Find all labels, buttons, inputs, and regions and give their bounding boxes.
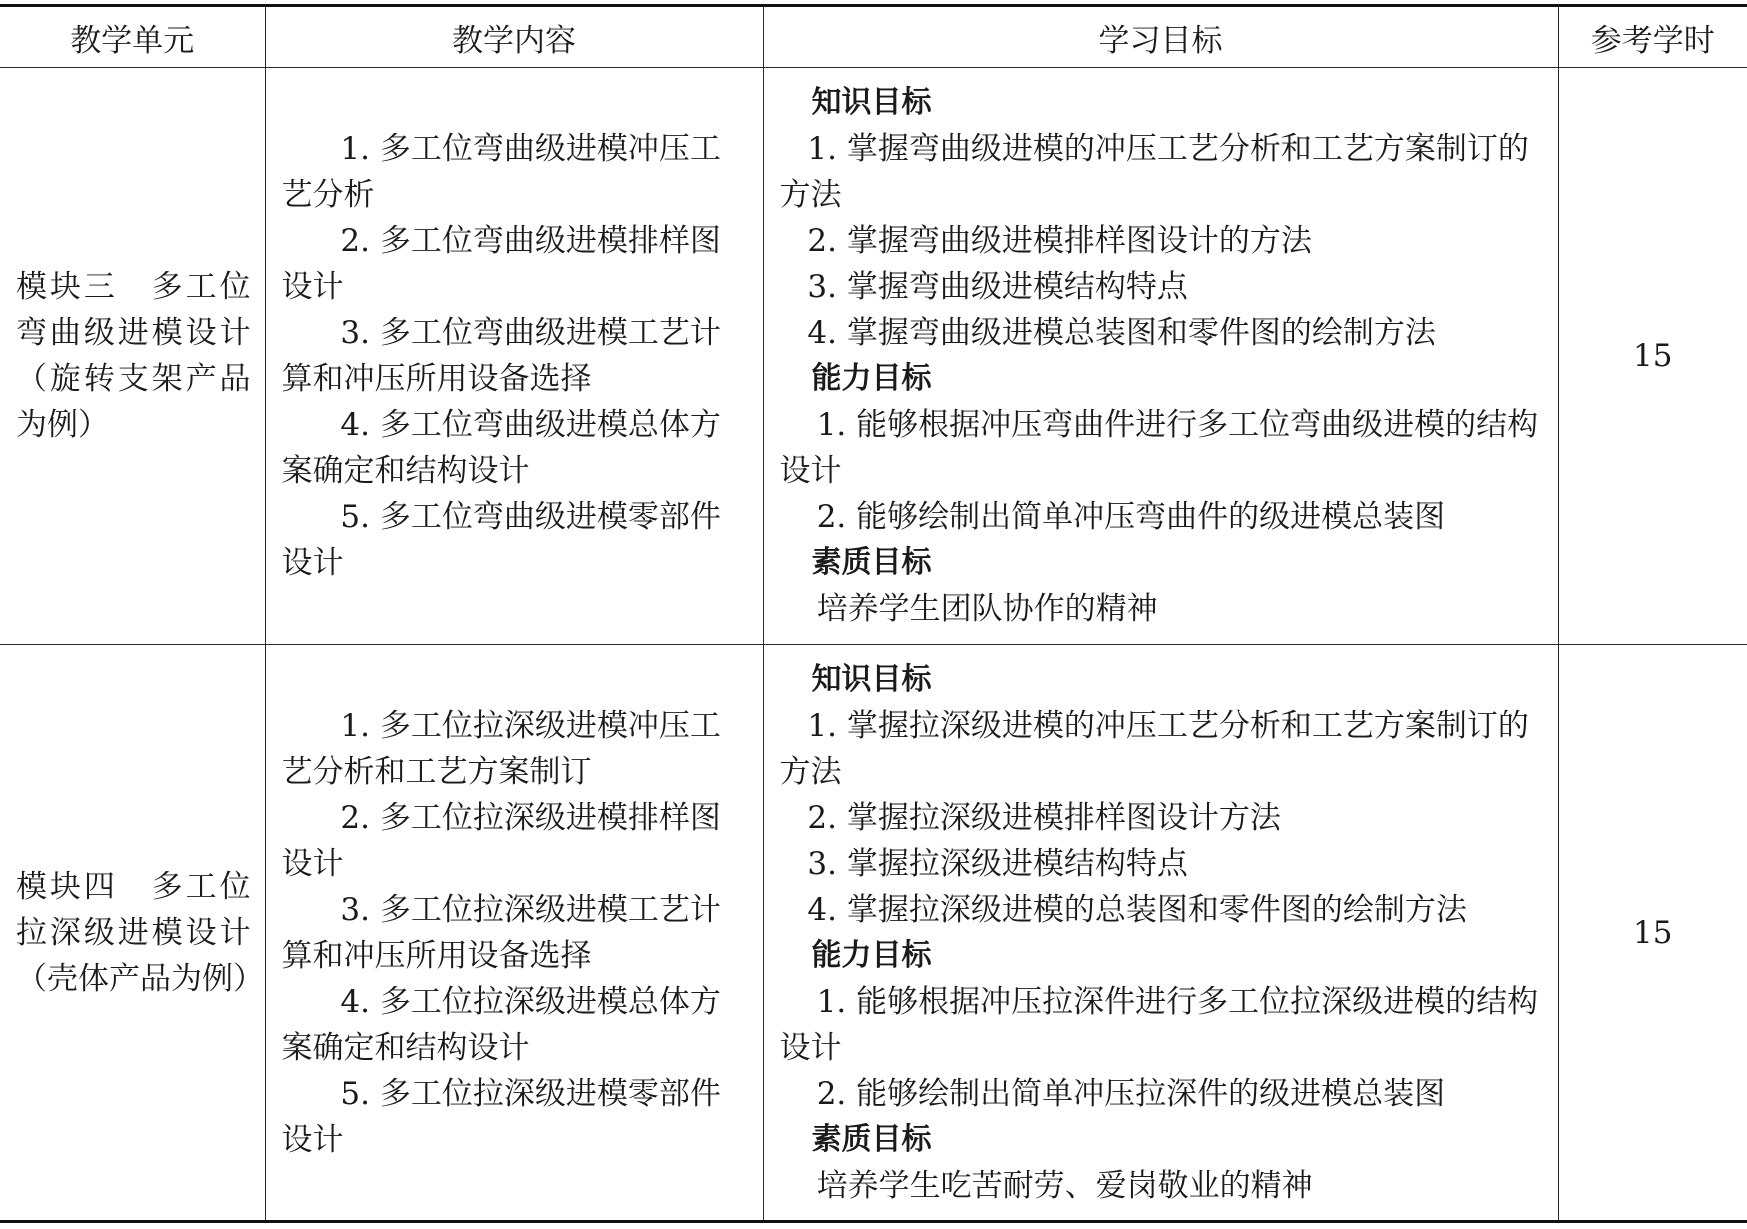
ability-goal-item: 2. 能够绘制出简单冲压弯曲件的级进模总装图 xyxy=(816,499,1446,535)
content-item: 5. 多工位弯曲级进模零部件设计 xyxy=(281,499,721,581)
ability-goal-item: 1. 能够根据冲压弯曲件进行多工位弯曲级进模的结构设计 xyxy=(779,407,1539,489)
knowledge-goal-item: 1. 掌握拉深级进模的冲压工艺分析和工艺方案制订的方法 xyxy=(779,707,1529,790)
header-goals: 学习目标 xyxy=(763,6,1558,68)
curriculum-table xyxy=(0,4,1747,1223)
ability-goal-item: 1. 能够根据冲压拉深件进行多工位拉深级进模的结构设计 xyxy=(779,983,1539,1066)
table-header-row xyxy=(0,6,1747,68)
ability-goal-heading: 能力目标 xyxy=(811,937,932,973)
quality-goal-item: 培养学生团队协作的精神 xyxy=(816,591,1158,627)
knowledge-goal-item: 1. 掌握弯曲级进模的冲压工艺分析和工艺方案制订的方法 xyxy=(779,131,1529,213)
quality-goal-item: 培养学生吃苦耐劳、爱岗敬业的精神 xyxy=(816,1167,1313,1204)
content-item: 4. 多工位拉深级进模总体方案确定和结构设计 xyxy=(281,983,721,1066)
content-cell xyxy=(265,68,763,645)
hours-cell: 15 xyxy=(1558,68,1747,645)
content-item: 3. 多工位拉深级进模工艺计算和冲压所用设备选择 xyxy=(281,891,721,974)
ability-goal-heading: 能力目标 xyxy=(811,361,932,396)
header-content: 教学内容 xyxy=(265,6,763,68)
content-item: 3. 多工位弯曲级进模工艺计算和冲压所用设备选择 xyxy=(281,315,721,397)
content-item: 4. 多工位弯曲级进模总体方案确定和结构设计 xyxy=(281,407,721,489)
knowledge-goal-heading: 知识目标 xyxy=(811,85,932,120)
goals-cell xyxy=(763,68,1558,645)
quality-goal-heading: 素质目标 xyxy=(811,1121,932,1157)
knowledge-goal-item: 4. 掌握拉深级进模的总装图和零件图的绘制方法 xyxy=(807,891,1467,928)
content-item: 5. 多工位拉深级进模零部件设计 xyxy=(281,1075,721,1158)
knowledge-goal-item: 3. 掌握拉深级进模结构特点 xyxy=(807,845,1188,882)
content-item: 2. 多工位拉深级进模排样图设计 xyxy=(281,799,721,882)
knowledge-goal-heading: 知识目标 xyxy=(811,661,932,697)
goals-cell xyxy=(763,645,1558,1222)
content-item: 1. 多工位弯曲级进模冲压工艺分析 xyxy=(281,131,721,213)
hours-cell: 15 xyxy=(1558,645,1747,1222)
unit-cell: 模块三 多工位弯曲级进模设计（旋转支架产品为例） xyxy=(0,68,265,645)
ability-goal-item: 2. 能够绘制出简单冲压拉深件的级进模总装图 xyxy=(816,1075,1446,1112)
content-item: 2. 多工位弯曲级进模排样图设计 xyxy=(281,223,721,305)
content-item: 1. 多工位拉深级进模冲压工艺分析和工艺方案制订 xyxy=(281,707,721,790)
quality-goal-heading: 素质目标 xyxy=(811,545,932,580)
header-hours: 参考学时 xyxy=(1558,6,1747,68)
unit-cell: 模块四 多工位拉深级进模设计（壳体产品为例） xyxy=(0,645,265,1222)
content-cell xyxy=(265,645,763,1222)
header-unit: 教学单元 xyxy=(0,6,265,68)
table-row xyxy=(0,68,1747,645)
table-row xyxy=(0,645,1747,1222)
knowledge-goal-item: 3. 掌握弯曲级进模结构特点 xyxy=(807,269,1188,305)
knowledge-goal-item: 4. 掌握弯曲级进模总装图和零件图的绘制方法 xyxy=(807,315,1436,351)
knowledge-goal-item: 2. 掌握弯曲级进模排样图设计的方法 xyxy=(807,223,1312,259)
knowledge-goal-item: 2. 掌握拉深级进模排样图设计方法 xyxy=(807,799,1281,836)
